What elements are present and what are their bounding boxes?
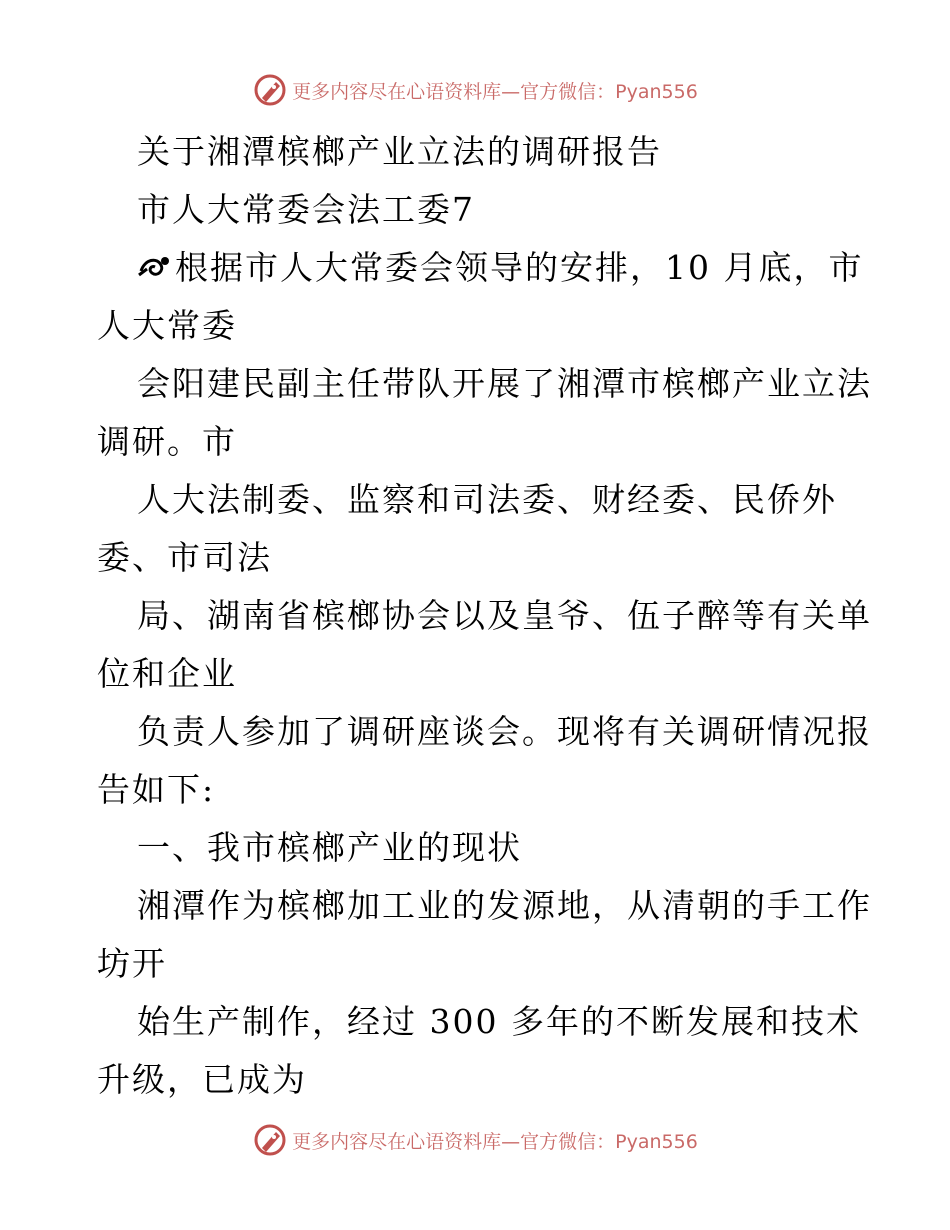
watermark-text: 更多内容尽在心语资料库—官方微信：Pyan556: [292, 80, 698, 103]
paragraph-line: 人大常委: [97, 306, 237, 345]
document-author: 市人大常委会法工委7: [137, 190, 475, 229]
paragraph-line: 位和企业: [97, 654, 237, 693]
section-heading: 一、我市槟榔产业的现状: [137, 828, 522, 867]
paragraph-line: 调研。市: [97, 422, 237, 461]
paragraph-line: 始生产制作，经过 300 多年的不断发展和技术: [137, 1002, 861, 1041]
paragraph-line: 负责人参加了调研座谈会。现将有关调研情况报: [137, 712, 872, 751]
watermark-text: 更多内容尽在心语资料库—官方微信：Pyan556: [292, 1130, 698, 1153]
paragraph-text: 根据市人大常委会领导的安排，10 月底，市: [175, 248, 864, 287]
footer-watermark: [0, 1120, 950, 1160]
paragraph-line: [137, 240, 863, 296]
paragraph-line: 告如下:: [97, 770, 216, 809]
paragraph-line: 人大法制委、监察和司法委、财经委、民侨外: [137, 480, 837, 519]
paragraph-line: 局、湖南省槟榔协会以及皇爷、伍子醉等有关单: [137, 596, 872, 635]
paragraph-line: 湘潭作为槟榔加工业的发源地，从清朝的手工作: [137, 886, 872, 925]
document-title: 关于湘潭槟榔产业立法的调研报告: [137, 132, 662, 171]
paragraph-line: 升级，已成为: [97, 1060, 307, 1099]
paragraph-line: 坊开: [97, 944, 167, 983]
paragraph-line: 委、市司法: [97, 538, 272, 577]
pen-nib-seal-icon: [252, 1122, 288, 1158]
header-watermark: [0, 70, 950, 110]
paragraph-line: 会阳建民副主任带队开展了湘潭市槟榔产业立法: [137, 364, 872, 403]
pen-nib-seal-icon: [252, 72, 288, 108]
ornament-bullet-icon: [137, 249, 173, 285]
